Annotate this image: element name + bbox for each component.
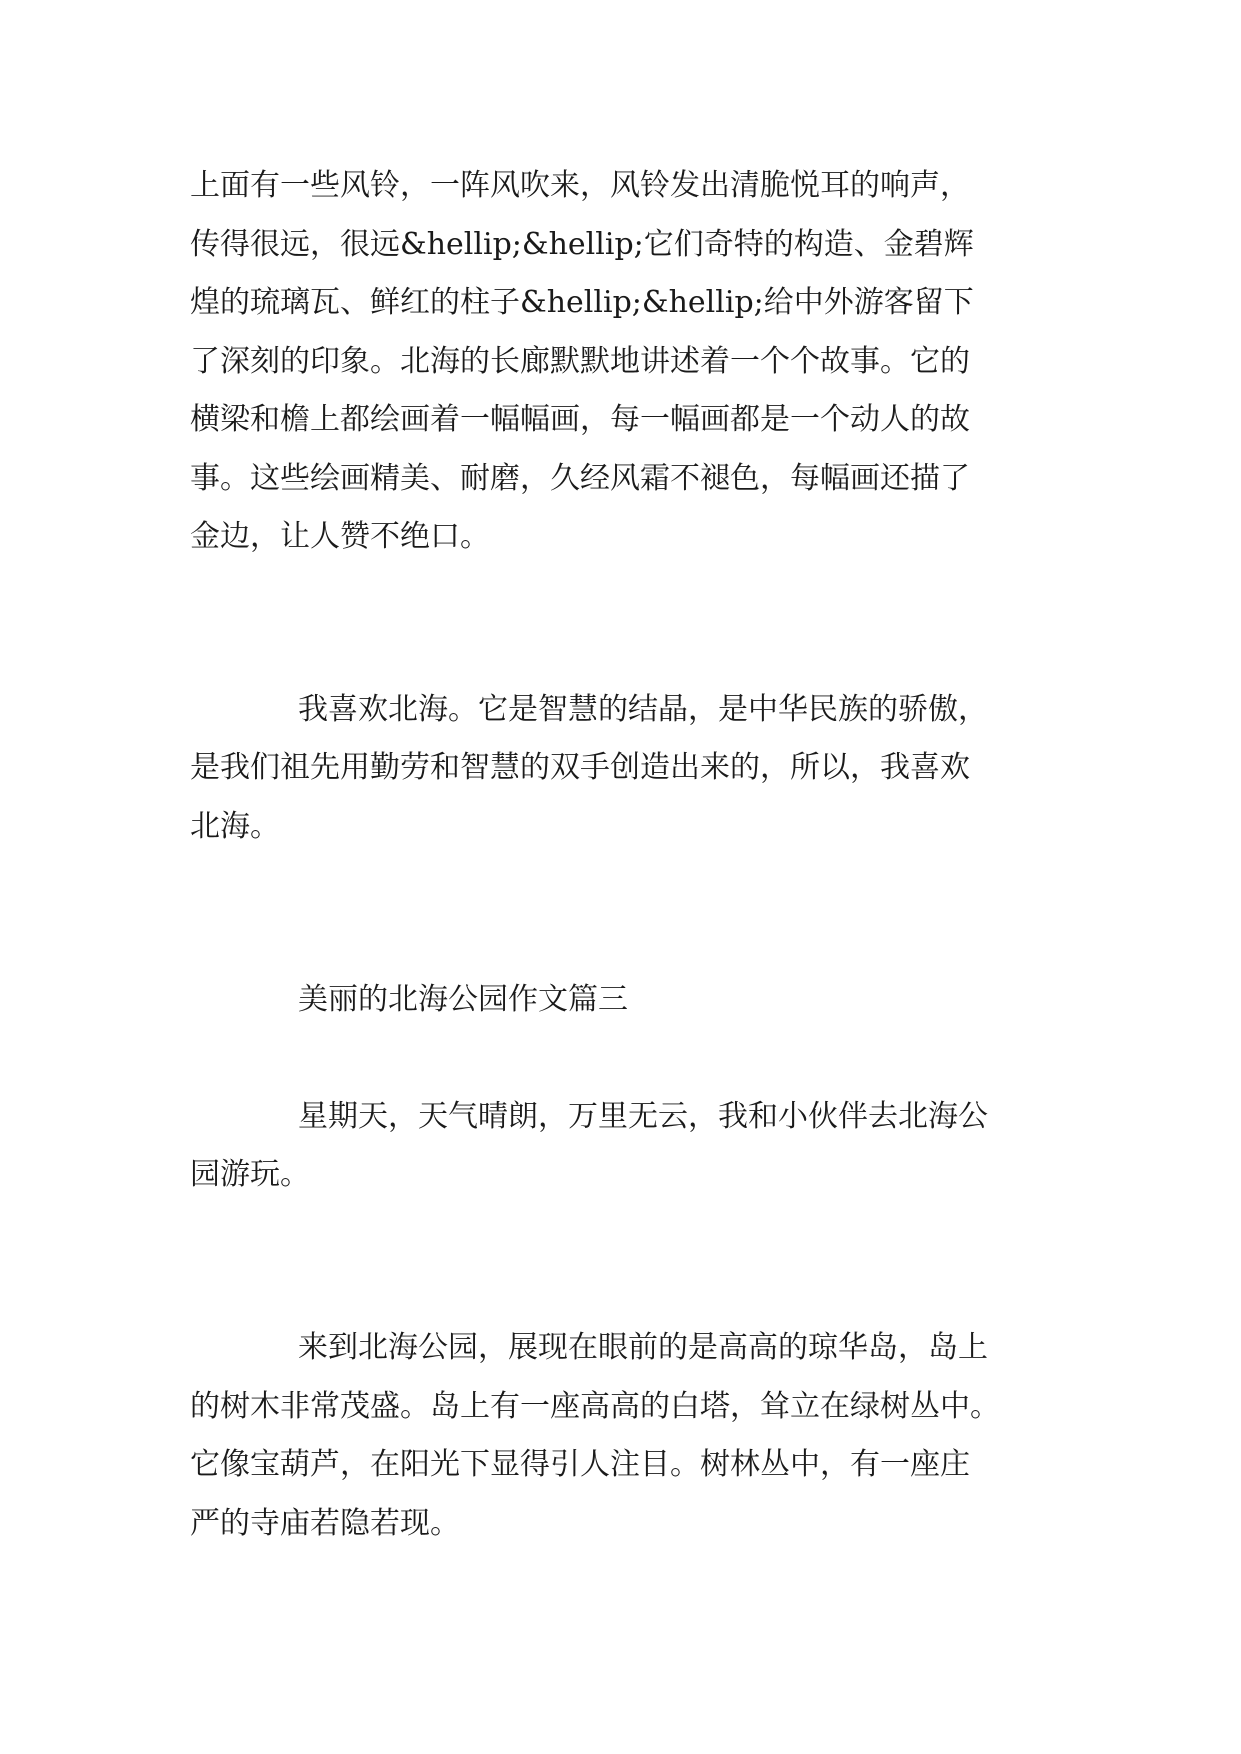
paragraph-4-line-4: 严的寺庙若隐若现。 <box>190 1506 460 1541</box>
paragraph-2-line-1: 我喜欢北海。它是智慧的结晶，是中华民族的骄傲， <box>298 692 988 727</box>
paragraph-1-line-2: 传得很远，很远&hellip;&hellip;它们奇特的构造、金碧辉 <box>190 227 974 262</box>
paragraph-4-line-2: 的树木非常茂盛。岛上有一座高高的白塔，耸立在绿树丛中。 <box>190 1389 1000 1424</box>
section-heading: 美丽的北海公园作文篇三 <box>298 982 628 1017</box>
paragraph-1-line-1: 上面有一些风铃，一阵风吹来，风铃发出清脆悦耳的响声， <box>190 168 970 203</box>
paragraph-4-line-1: 来到北海公园，展现在眼前的是高高的琼华岛，岛上 <box>298 1330 988 1365</box>
paragraph-1-line-6: 事。这些绘画精美、耐磨，久经风霜不褪色，每幅画还描了 <box>190 461 970 496</box>
paragraph-3-line-2: 园游玩。 <box>190 1157 310 1192</box>
paragraph-1-line-7: 金边，让人赞不绝口。 <box>190 519 490 554</box>
paragraph-4-line-3: 它像宝葫芦，在阳光下显得引人注目。树林丛中，有一座庄 <box>190 1447 970 1482</box>
paragraph-2-line-2: 是我们祖先用勤劳和智慧的双手创造出来的，所以，我喜欢 <box>190 750 970 785</box>
paragraph-1-line-4: 了深刻的印象。北海的长廊默默地讲述着一个个故事。它的 <box>190 344 970 379</box>
paragraph-3-line-1: 星期天，天气晴朗，万里无云，我和小伙伴去北海公 <box>298 1099 988 1134</box>
paragraph-2-line-3: 北海。 <box>190 809 280 844</box>
paragraph-1-line-5: 横梁和檐上都绘画着一幅幅画，每一幅画都是一个动人的故 <box>190 402 970 437</box>
paragraph-1-line-3: 煌的琉璃瓦、鲜红的柱子&hellip;&hellip;给中外游客留下 <box>190 285 974 320</box>
